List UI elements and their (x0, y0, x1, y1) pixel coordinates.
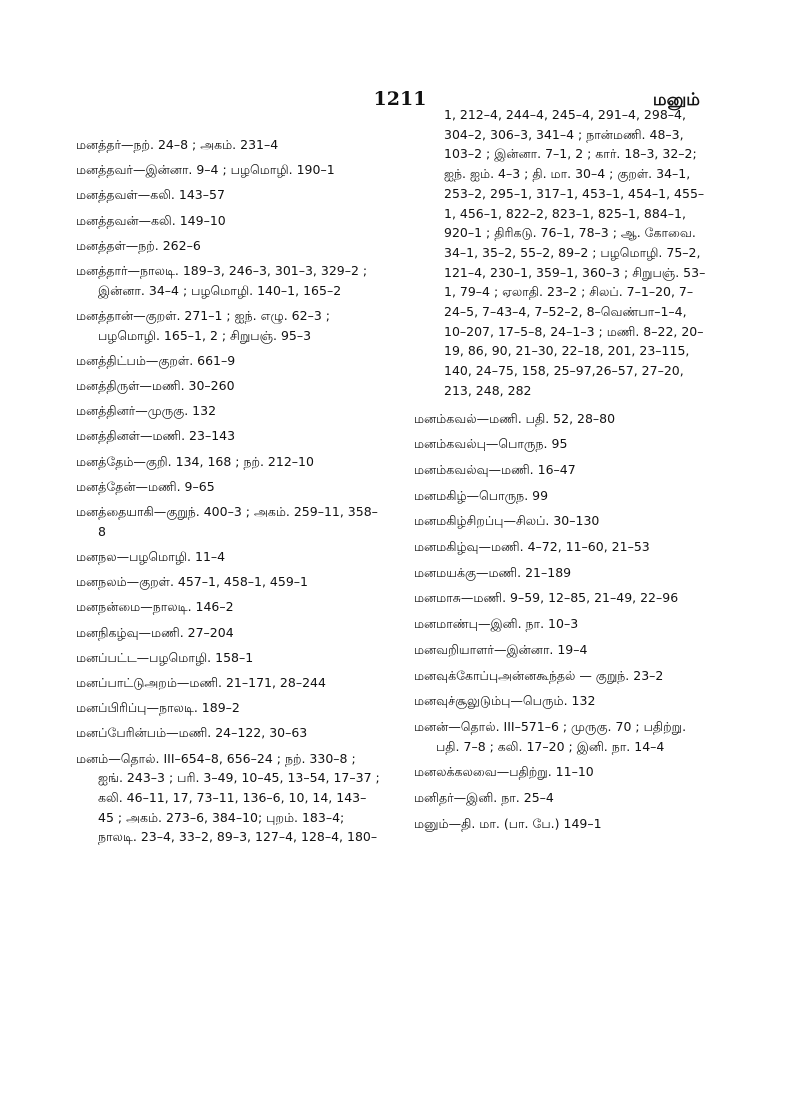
index-entry: மனத்தவர்—இன்னா. 9–4 ; பழமொழி. 190–1 (76, 162, 335, 178)
index-entry: மனத்தேன்—மணி. 9–65 (76, 478, 215, 494)
index-entry: மனத்தினர்—முருகு. 132 (76, 403, 217, 419)
index-entry: மனநிகழ்வு—மணி. 27–204 (76, 624, 234, 640)
index-entry: மனம்—தொல். III–654–8, 656–24 ; நற். 330–8 ; ஐங். 243–3 ; பரி. 3–49, 10–45, 13–54, 17–37 ; கலி. 46–11, 17, 73–11, 136–6, 10, 14, 143–45 ; அகம். 273–6, 384–10; புறம். 183–4; நாலடி. 23–4, 33–2, 89–3, 127–4, 128–4, 180– (76, 750, 380, 845)
index-entry: மனமாண்பு—இனி. நா. 10–3 (414, 616, 579, 632)
index-entry: மனலக்கலவை—பதிற்று. 11–10 (414, 764, 594, 780)
index-entry: மனிதர்—இனி. நா. 25–4 (414, 790, 554, 806)
index-entry: மனும்—தி. மா. (பா. பே.) 149–1 (414, 815, 602, 831)
index-entry-continuation: 1, 212–4, 244–4, 245–4, 291–4, 298–4, 304–2, 306–3, 341–4 ; நான்மணி. 48–3, 103–2 ; இன்னா. 7–1, 2 ; கார். 18–3, 32–2; ஐந். ஐம். 4–3 ; தி. மா. 30–4 ; குறள். 34–1, 253–2, 295–1, 317–1, 453–1, 454–1, 455–1, 456–1, 822–2, 823–1, 825–1, 884–1, 920–1 ; திரிகடு. 76–1, 78–3 ; ஆ. கோவை. 34–1, 35–2, 55–2, 89–2 ; பழமொழி. 75–2, 121–4, 230–1, 359–1, 360–3 ; சிறுபஞ். 53–1, 79–4 ; ஏலாதி. 23–2 ; சிலப். 7–1–20, 7–24–5, 7–43–4, 7–52–2, 8–வெண்பா–1–4, 10–207, 17–5–8, 24–1–3 ; மணி. 8–22, 20–19, 86, 90, 21–30, 22–18, 201, 23–115, 140, 24–75, 158, 25–97,26–57, 27–20, 213, 248, 282 (444, 107, 706, 398)
index-entry: மனநலம்—குறள். 457–1, 458–1, 459–1 (76, 574, 308, 590)
index-entry: மனப்பாட்டுஅறம்—மணி. 21–171, 28–244 (76, 674, 326, 690)
index-entry: மனம்கவல்—மணி. பதி. 52, 28–80 (414, 410, 616, 426)
index-entry: மனப்பட்ட—பழமொழி. 158–1 (76, 649, 254, 665)
index-entry: மனம்கவல்பு—பொருந. 95 (414, 436, 568, 452)
index-entry: மனமாசு—மணி. 9–59, 12–85, 21–49, 22–96 (414, 590, 679, 606)
index-entry: மனப்பேரின்பம்—மணி. 24–122, 30–63 (76, 725, 308, 741)
index-entry: மனத்தார்—நாலடி. 189–3, 246–3, 301–3, 329–2 ; இன்னா. 34–4 ; பழமொழி. 140–1, 165–2 (76, 263, 368, 298)
index-entry: மனத்தேம்—குறி. 134, 168 ; நற். 212–10 (76, 453, 314, 469)
index-entry: மனத்தர்—நற். 24–8 ; அகம். 231–4 (76, 137, 279, 152)
index-entry: மனத்திருள்—மணி. 30–260 (76, 378, 235, 394)
page-number: 1211 (373, 88, 427, 110)
index-entry: மனநன்மை—நாலடி. 146–2 (76, 599, 234, 615)
index-entry: மனமகிழ்வு—மணி. 4–72, 11–60, 21–53 (414, 539, 650, 555)
index-entry: மனத்தான்—குறள். 271–1 ; ஐந். எழு. 62–3 ; பழமொழி. 165–1, 2 ; சிறுபஞ். 95–3 (76, 307, 330, 343)
index-entry: மனன்—தொல். III–571–6 ; முருகு. 70 ; பதிற்று. பதி. 7–8 ; கலி. 17–20 ; இனி. நா. 14–4 (414, 718, 687, 754)
index-entry: மனமகிழ்—பொருந. 99 (414, 487, 549, 503)
index-entry: மனவறியாளர்—இன்னா. 19–4 (414, 641, 588, 657)
index-entry: மனவுக்கோப்புஅன்னகூந்தல் — குறுந். 23–2 (414, 667, 664, 683)
index-entry: மனமயக்கு—மணி. 21–189 (414, 564, 572, 580)
index-column-left (76, 135, 382, 853)
index-entry: மனத்தள்—நற். 262–6 (76, 237, 201, 253)
index-entry: மனமகிழ்சிறப்பு—சிலப். 30–130 (414, 513, 600, 529)
index-column-right (414, 105, 710, 840)
index-entry: மனத்தையாகி—குறுந். 400–3 ; அகம். 259–11, 358–8 (76, 504, 378, 539)
index-entry: மனம்கவல்வு—மணி. 16–47 (414, 461, 576, 477)
index-entry: மனத்தினள்—மணி. 23–143 (76, 428, 236, 444)
index-entry: மனத்தவள்—கலி. 143–57 (76, 187, 225, 203)
index-entry: மனத்திட்பம்—குறள். 661–9 (76, 352, 236, 368)
index-entry: மனவுச்சூலுடும்பு—பெரும். 132 (414, 693, 596, 709)
index-entry: மனநல—பழமொழி. 11–4 (76, 548, 226, 564)
index-entry: மனப்பிரிப்பு—நாலடி. 189–2 (76, 700, 240, 716)
index-entry: மனத்தவன்—கலி. 149–10 (76, 212, 226, 228)
running-head: மனும் (652, 90, 700, 110)
